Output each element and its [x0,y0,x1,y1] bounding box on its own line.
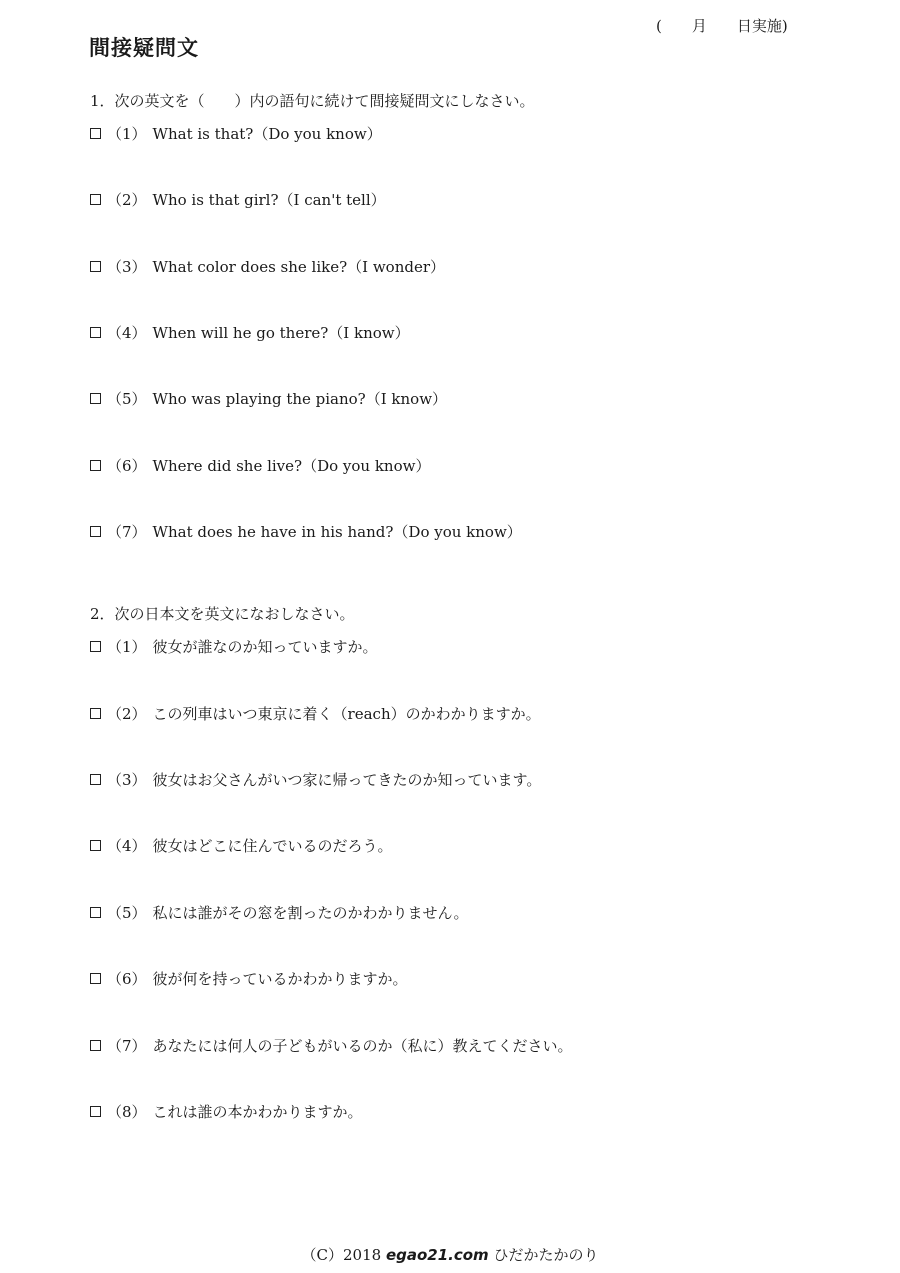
question-item [90,322,410,343]
question-number: （7） [107,1037,147,1055]
copyright-text: （C）2018 [301,1246,382,1264]
question-text: What is that?（Do you know） [152,125,382,143]
checkbox[interactable] [90,526,101,537]
question-number: （5） [107,904,147,922]
question-text: Where did she live?（Do you know） [152,457,431,475]
author-text: ひだかたかのり [493,1246,599,1264]
question-item [90,1101,363,1122]
checkbox[interactable] [90,1040,101,1051]
question-number: （1） [107,638,147,656]
question-number: （3） [107,258,147,276]
question-item [90,521,522,542]
question-text: 彼女が誰なのか知っていますか。 [152,638,378,656]
checkbox[interactable] [90,641,101,652]
question-text: 私には誰がその窓を割ったのかわかりません。 [152,904,469,922]
question-number: （4） [107,837,147,855]
question-text: 彼女はお父さんがいつ家に帰ってきたのか知っています。 [152,771,542,789]
date-line: ( 月 日実施) [656,17,788,35]
question-text: この列車はいつ東京に着く（reach）のかわかりますか。 [152,705,541,723]
section2-heading: 2．次の日本文を英文になおしなさい。 [90,605,355,623]
question-item [90,835,393,856]
question-text: これは誰の本かわかりますか。 [152,1103,363,1121]
question-text: When will he go there?（I know） [152,324,410,342]
checkbox[interactable] [90,907,101,918]
question-text: What color does she like?（I wonder） [152,258,446,276]
question-number: （6） [107,457,147,475]
checkbox[interactable] [90,261,101,272]
question-text: Who is that girl?（I can't tell） [152,191,386,209]
page-title: 間接疑問文 [89,36,199,60]
checkbox[interactable] [90,840,101,851]
question-item [90,769,541,790]
question-text: What does he have in his hand?（Do you know） [152,523,522,541]
question-number: （3） [107,771,147,789]
checkbox[interactable] [90,327,101,338]
question-number: （2） [107,191,147,209]
question-item [90,636,378,657]
question-item [90,703,541,724]
checkbox[interactable] [90,1106,101,1117]
question-item [90,902,468,923]
checkbox[interactable] [90,460,101,471]
question-number: （6） [107,970,147,988]
brand-text: egao21.com [385,1246,489,1264]
footer [0,1244,900,1265]
checkbox[interactable] [90,774,101,785]
question-number: （7） [107,523,147,541]
section1-heading: 1．次の英文を（ ）内の語句に続けて間接疑問文にしなさい。 [90,92,535,110]
question-item [90,968,408,989]
checkbox[interactable] [90,393,101,404]
question-text: 彼が何を持っているかわかりますか。 [152,970,408,988]
checkbox[interactable] [90,973,101,984]
question-number: （8） [107,1103,147,1121]
question-text: 彼女はどこに住んでいるのだろう。 [152,837,393,855]
question-item [90,256,445,277]
question-item [90,455,430,476]
question-item [90,388,447,409]
question-text: Who was playing the piano?（I know） [152,390,448,408]
question-number: （5） [107,390,147,408]
question-number: （1） [107,125,147,143]
checkbox[interactable] [90,708,101,719]
checkbox[interactable] [90,128,101,139]
question-item [90,189,386,210]
question-item [90,1035,573,1056]
question-number: （2） [107,705,147,723]
checkbox[interactable] [90,194,101,205]
question-text: あなたには何人の子どもがいるのか（私に）教えてください。 [152,1037,573,1055]
question-item [90,123,382,144]
question-number: （4） [107,324,147,342]
